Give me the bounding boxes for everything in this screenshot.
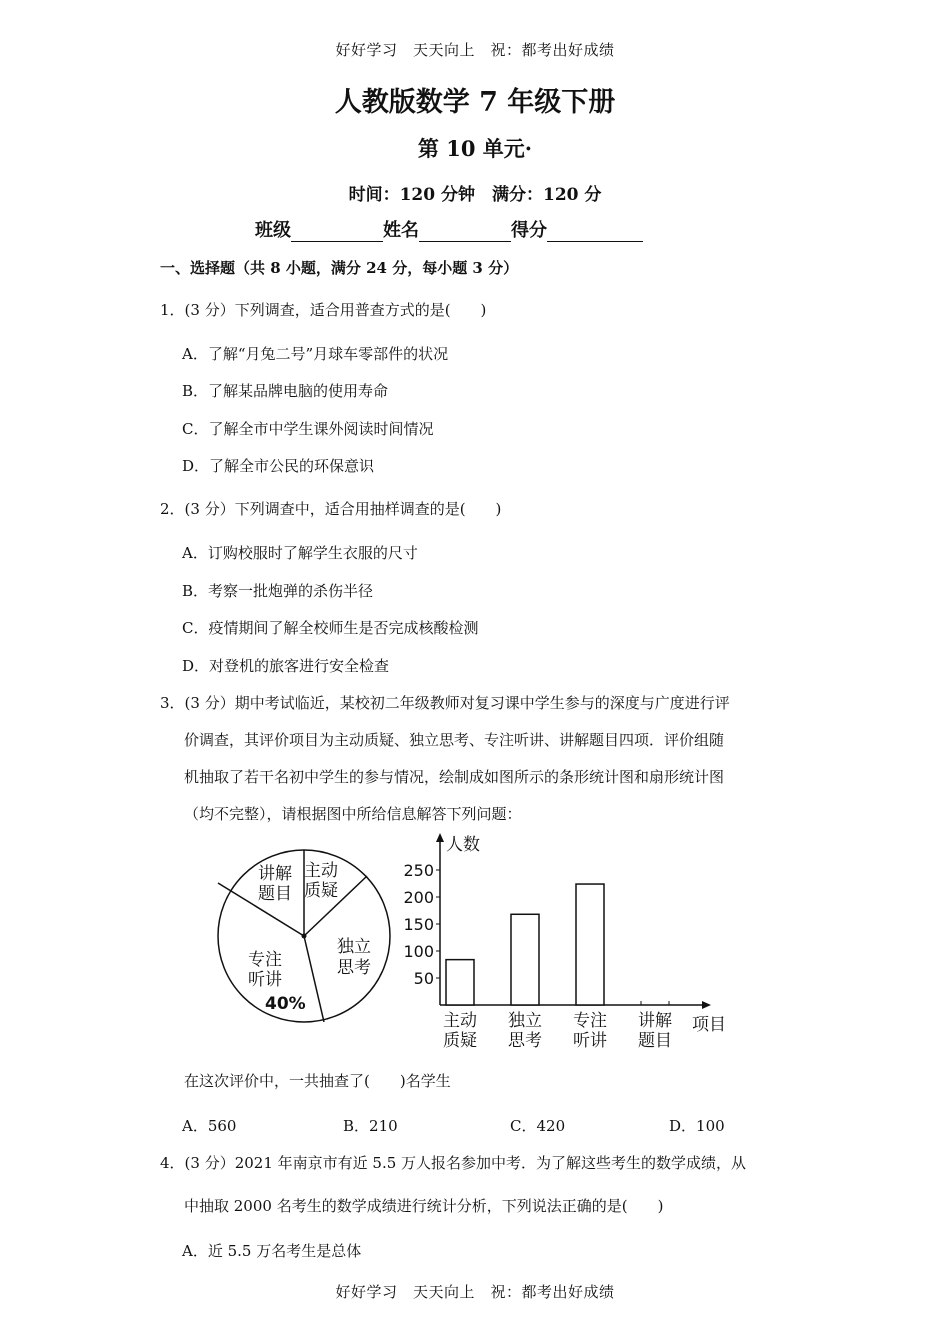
pie-center <box>302 934 307 939</box>
q2-option-d: D．对登机的旅客进行安全检查 <box>182 657 390 675</box>
question-4-line-1: 4．(3 分）2021 年南京市有近 5.5 万人报名参加中考．为了解这些考生的数学成绩，从 <box>160 1154 747 1172</box>
bar-chart <box>396 830 738 1056</box>
y-tick-label: 50 <box>413 969 434 988</box>
section-heading: 一、选择题（共 8 小题，满分 24 分，每小题 3 分） <box>160 259 519 277</box>
question-4-line-2: 中抽取 2000 名考生的数学成绩进行统计分析，下列说法正确的是( ) <box>184 1197 664 1215</box>
q2-option-c: C．疫情期间了解全校师生是否完成核酸检测 <box>182 619 479 637</box>
q1-option-a: A．了解“月兔二号”月球车零部件的状况 <box>182 345 449 363</box>
question-3-line-3: 机抽取了若干名初中学生的参与情况，绘制成如图所示的条形统计图和扇形统计图 <box>184 768 725 786</box>
question-3-line-2: 价调查，其评价项目为主动质疑、独立思考、专注听讲、讲解题目四项．评价组随 <box>184 731 725 749</box>
pie-percent-label: 40% <box>265 994 306 1014</box>
x-tick-label: 题目 <box>638 1031 672 1051</box>
pie-label-duli-2: 思考 <box>337 958 371 978</box>
question-3-line-1: 3．(3 分）期中考试临近，某校初二年级教师对复习课中学生参与的深度与广度进行评 <box>160 694 730 712</box>
pie-label-duli-1: 独立 <box>337 937 371 957</box>
pie-label-zhudong-2: 质疑 <box>304 881 338 901</box>
y-tick-label: 100 <box>403 942 434 961</box>
page-title: 人教版数学 7 年级下册 <box>334 87 616 118</box>
y-tick-label: 200 <box>403 888 434 907</box>
question-2: 2．(3 分）下列调查中，适合用抽样调查的是( ) <box>160 500 502 518</box>
pie-chart <box>214 838 398 1026</box>
x-axis-arrow <box>702 1001 711 1009</box>
q3-option-a: A．560 <box>182 1117 237 1135</box>
student-info-line <box>255 216 643 242</box>
q3-option-b: B．210 <box>343 1117 398 1135</box>
q2-option-b: B．考察一批炮弹的杀伤半径 <box>182 582 374 600</box>
x-tick-label: 独立 <box>508 1011 542 1031</box>
q3-option-c: C．420 <box>510 1117 566 1135</box>
page-footer: 好好学习 天天向上 祝：都考出好成绩 <box>335 1283 615 1301</box>
class-label: 班级 <box>255 220 291 241</box>
name-blank[interactable] <box>419 221 511 242</box>
q2-option-a: A．订购校服时了解学生衣服的尺寸 <box>182 544 418 562</box>
x-tick-label: 质疑 <box>443 1031 477 1051</box>
x-tick-label: 听讲 <box>573 1031 607 1051</box>
pie-label-zhuanzhu-1: 专注 <box>248 950 282 970</box>
q1-option-c: C．了解全市中学生课外阅读时间情况 <box>182 420 434 438</box>
class-blank[interactable] <box>291 221 383 242</box>
pie-label-jiangjie-2: 题目 <box>258 884 292 904</box>
y-tick-label: 150 <box>403 915 434 934</box>
y-axis-arrow <box>436 833 444 842</box>
x-tick-label: 专注 <box>573 1011 607 1031</box>
x-tick-label: 主动 <box>443 1011 477 1031</box>
q4-option-a: A．近 5.5 万名考生是总体 <box>182 1242 362 1260</box>
y-tick-label: 250 <box>403 861 434 880</box>
q1-option-b: B．了解某品牌电脑的使用寿命 <box>182 382 389 400</box>
time-info: 时间：120 分钟 满分：120 分 <box>348 185 602 205</box>
question-1: 1．(3 分）下列调查，适合用普查方式的是( ) <box>160 301 487 319</box>
pie-label-zhudong-1: 主动 <box>304 861 338 881</box>
x-tick-label: 思考 <box>508 1031 542 1051</box>
unit-title: 第 10 单元· <box>417 136 533 161</box>
bar-3 <box>576 884 604 1005</box>
q3-option-d: D．100 <box>669 1117 725 1135</box>
pie-label-jiangjie-1: 讲解 <box>258 864 292 884</box>
bar-2 <box>511 914 539 1005</box>
name-label: 姓名 <box>383 220 419 241</box>
q1-option-d: D．了解全市公民的环保意识 <box>182 457 375 475</box>
score-blank[interactable] <box>547 221 643 242</box>
question-3-line-4: （均不完整），请根据图中所给信息解答下列问题： <box>184 805 522 823</box>
question-3-sub: 在这次评价中，一共抽查了( )名学生 <box>184 1072 451 1090</box>
y-axis-label: 人数 <box>446 835 480 855</box>
page-header: 好好学习 天天向上 祝：都考出好成绩 <box>335 41 615 59</box>
score-label: 得分 <box>511 220 547 241</box>
pie-label-zhuanzhu-2: 听讲 <box>248 970 282 990</box>
bar-1 <box>446 960 474 1005</box>
x-axis-label: 项目 <box>692 1015 726 1035</box>
x-tick-label: 讲解 <box>638 1011 672 1031</box>
